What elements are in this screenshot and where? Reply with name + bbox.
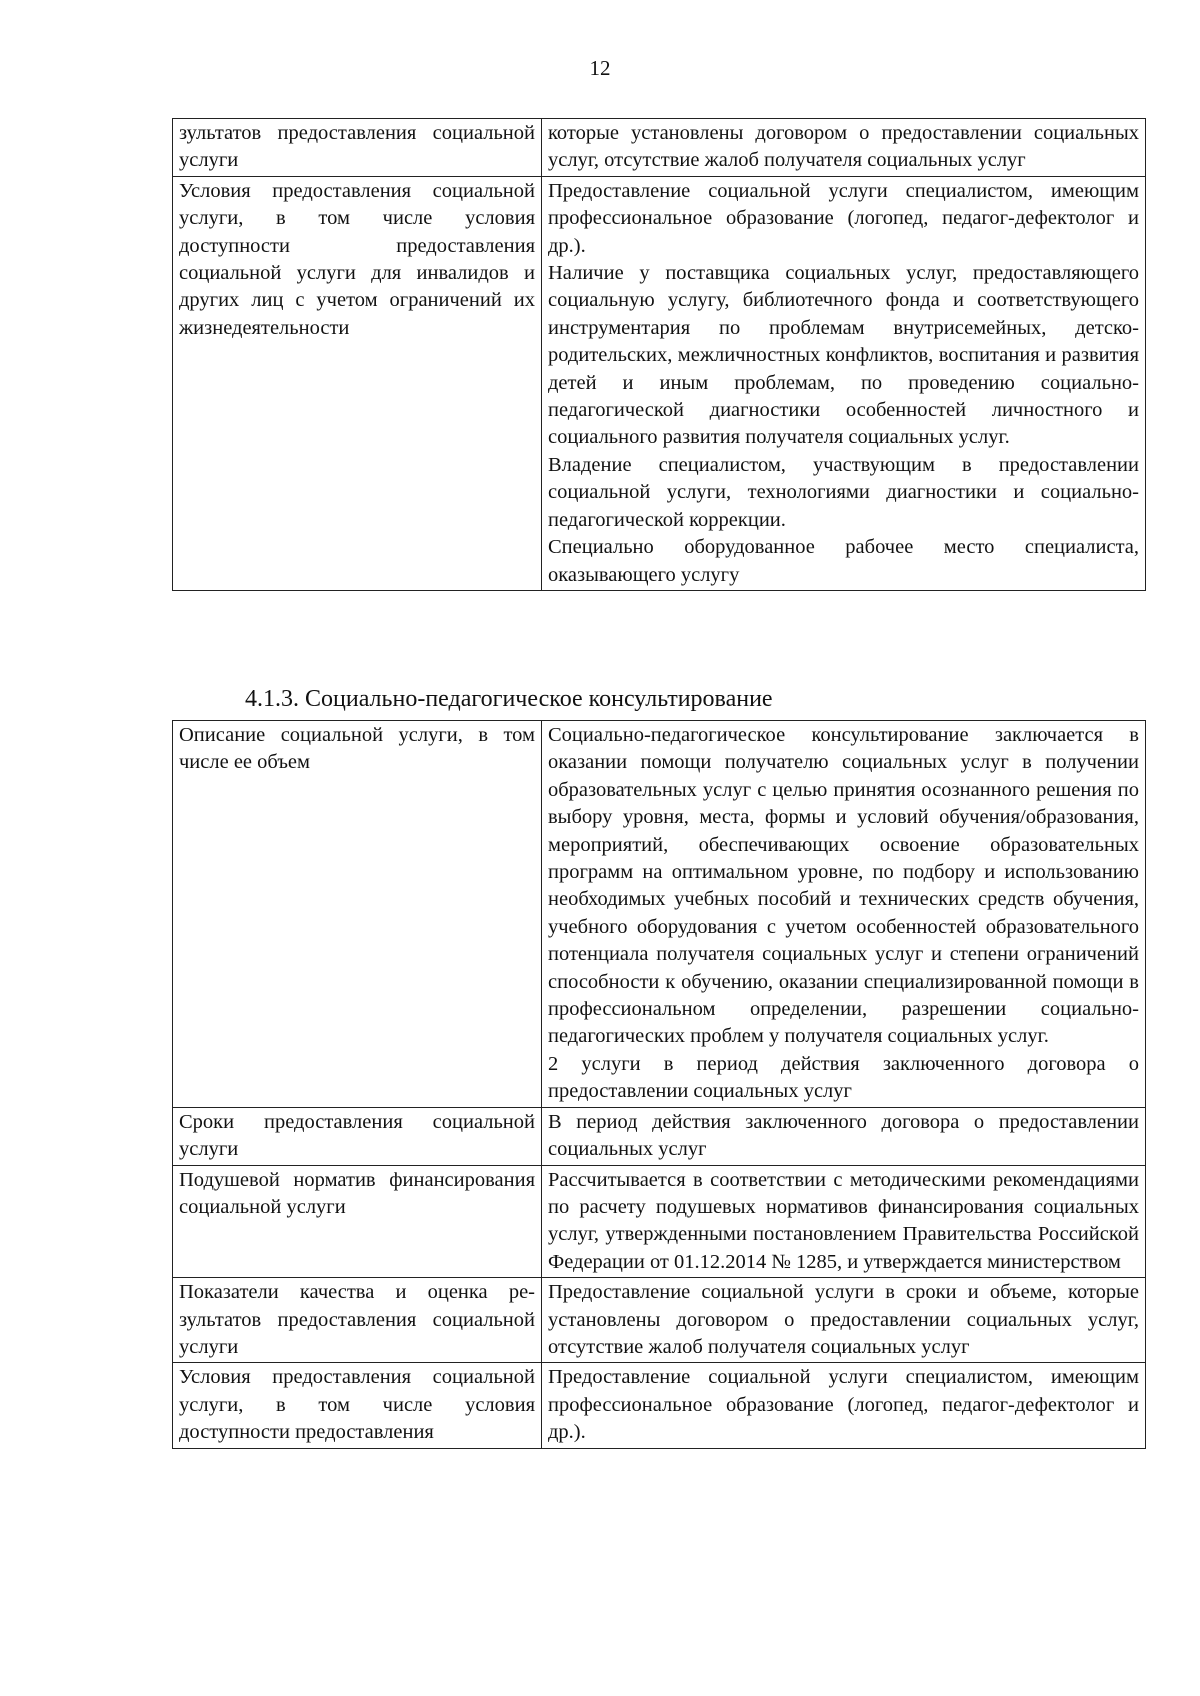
table-cell-label: Условия предоставления социальной услуги, в том числе условия доступности предоставления социальной услуги для инвалидов и других лиц с учетом ограничений их жизнедеятельности — [173, 176, 542, 590]
cell-paragraph: Социально-педагогическое консультирование заключается в оказании помощи получателю социальных услуг в получении образовательных услуг с целью принятия осознанного решения по выбору уровня, места, формы и условий обучения/образования, мероприятий, обеспечивающих освоение образовательных программ на оптимальном уровне, по подбору и использованию необходимых учебных пособий и технических средств обучения, учебного оборудования с учетом особенностей образовательного потенциала получателя социальных услуг и степени ограничений способности к обучению, оказании специализированной помощи в профессиональном определении, разрешении социально-педагогических проблем у получателя социальных услуг. — [548, 724, 1139, 1048]
table-row — [173, 176, 1146, 590]
section-heading: 4.1.3. Социально-педагогическое консультирование — [245, 686, 773, 712]
cell-paragraph: В период действия заключенного договора о предоставлении социальных услуг — [548, 1110, 1139, 1161]
cell-paragraph: Предоставление социальной услуги специалистом, имеющим профессиональное образование (логопед, педагог-дефектолог и др.). — [548, 1366, 1139, 1444]
services-table-consulting — [172, 720, 1146, 1449]
table-cell-value — [542, 721, 1146, 1108]
table-row — [173, 1107, 1146, 1165]
cell-paragraph: Специально оборудованное рабочее место специалиста, оказывающего услугу — [548, 536, 1139, 586]
cell-paragraph: Владение специалистом, участвующим в предоставлении социальной услуги, технологиями диагностики и социально-педагогической коррекции. — [548, 453, 1139, 531]
table-cell-label: зультатов предоставления социальной услуги — [173, 119, 542, 177]
table-row — [173, 1165, 1146, 1278]
cell-paragraph: Рассчитывается в соответствии с методическими рекомендациями по расчету подушевых нормативов финансирования социальных услуг, утвержденными постановлением Правительства Российской Федерации от 01.12.2014 № 1285, и утверждается министерством — [548, 1168, 1139, 1273]
table-cell-label: Условия предоставления социальной услуги, в том числе условия доступности предоставления — [173, 1363, 542, 1448]
table-cell-label: Сроки предоставления социальной услуги — [173, 1107, 542, 1165]
page-number: 12 — [589, 56, 611, 80]
cell-paragraph: которые установлены договором о предоставлении социальных услуг, отсутствие жалоб получателя социальных услуг — [548, 122, 1139, 172]
cell-paragraph: Наличие у поставщика социальных услуг, предоставляющего социальную услугу, библиотечного фонда и соответствующего инструментария по проблемам внутрисемейных, детско-родительских, межличностных конфликтов, воспитания и развития детей и иным проблемам, по проведению социально-педагогической диагностики особенностей личностного и социального развития получателя социальных услуг. — [548, 262, 1139, 449]
cell-paragraph: Предоставление социальной услуги специалистом, имеющим профессиональное образование (логопед, педагог-дефектолог и др.). — [548, 179, 1139, 257]
table-cell-value — [542, 1107, 1146, 1165]
cell-paragraph: Предоставление социальной услуги в сроки и объеме, которые установлены договором о предоставлении социальных услуг, отсутствие жалоб получателя социальных услуг — [548, 1281, 1139, 1358]
table-cell-label: Описание социальной услуги, в том числе ее объем — [173, 721, 542, 1108]
table-cell-value — [542, 119, 1146, 177]
table-cell-value — [542, 1278, 1146, 1363]
services-table-continued — [172, 118, 1146, 591]
table-cell-label: Подушевой норматив финансирования социальной услуги — [173, 1165, 542, 1278]
table-cell-value — [542, 1363, 1146, 1448]
table-row — [173, 721, 1146, 1108]
table-row — [173, 1363, 1146, 1448]
table-row — [173, 119, 1146, 177]
cell-paragraph: 2 услуги в период действия заключенного договора о предоставлении социальных услуг — [548, 1052, 1139, 1103]
table-cell-value — [542, 1165, 1146, 1278]
table-row — [173, 1278, 1146, 1363]
table-cell-label: Показатели качества и оценка результатов предоставления социальной услуги — [173, 1278, 542, 1363]
table-cell-value — [542, 176, 1146, 590]
